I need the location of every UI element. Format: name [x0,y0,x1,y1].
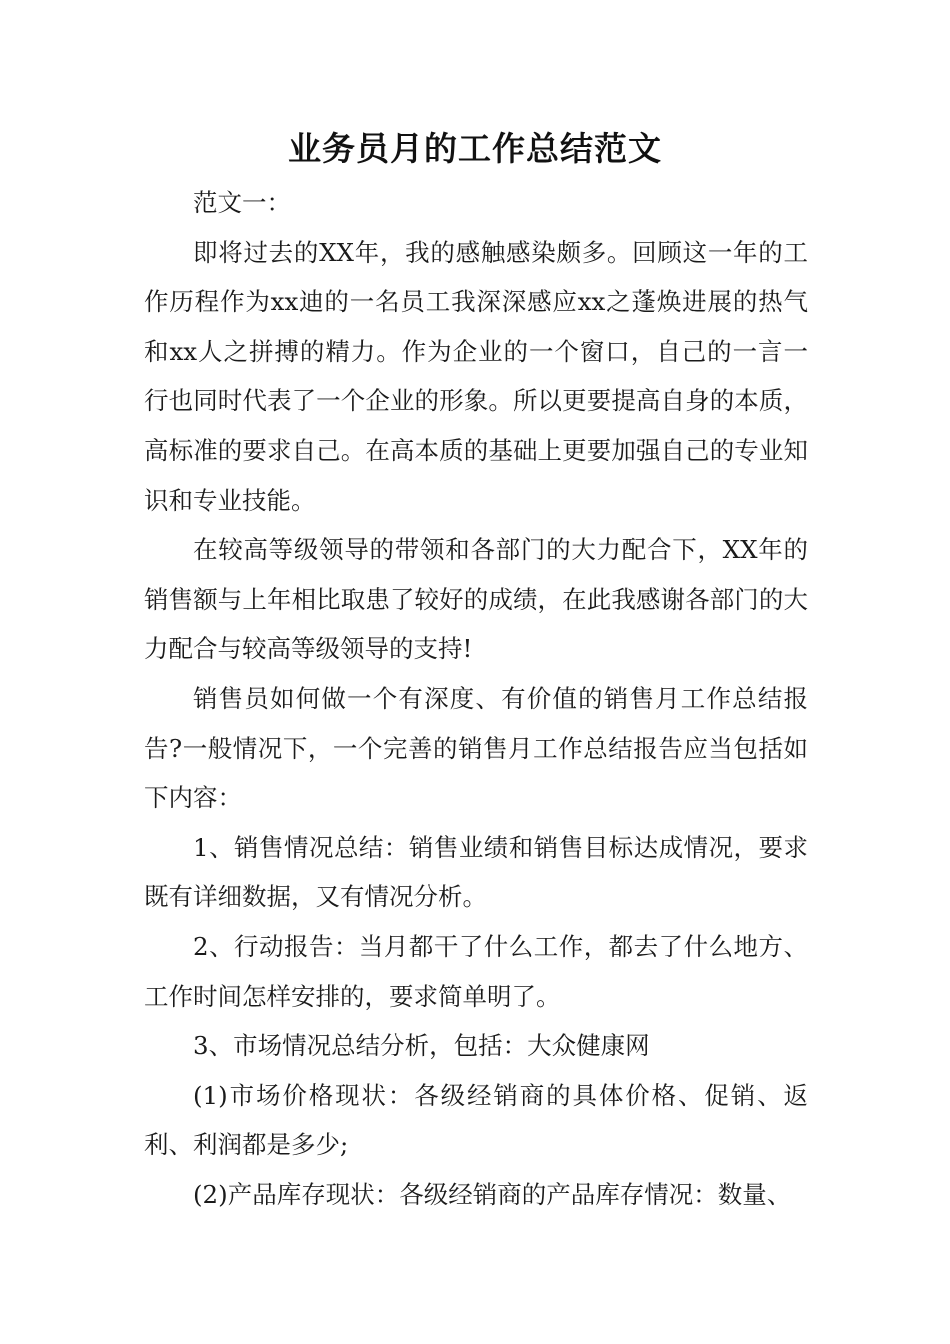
list-item-market-analysis: 3、市场情况总结分析，包括：大众健康网 [193,1031,650,1061]
page-title: 业务员月的工作总结范文 [288,129,662,168]
list-item-sales-summary: 1、销售情况总结：销售业绩和销售目标达成情况，要求既有详细数据，又有情况分析。 [144,832,808,912]
list-item-inventory: (2)产品库存现状：各级经销商的产品库存情况：数量、 [193,1179,792,1209]
paragraph-intro: 即将过去的XX年，我的感触感染颇多。回顾这一年的工作历程作为xx迪的一名员工我深深感应xx之蓬焕进展的热气和xx人之拼搏的精力。作为企业的一个窗口，自己的一言一行也同时代表了一个企业的形象。所以更要提高自身的本质，高标准的要求自己。在高本质的基础上更要加强自己的专业知识和专业技能。 [144,237,808,515]
paragraph-report-question: 销售员如何做一个有深度、有价值的销售月工作总结报告?一般情况下，一个完善的销售月工作总结报告应当包括如下内容： [144,683,808,813]
paragraph-thanks: 在较高等级领导的带领和各部门的大力配合下，XX年的销售额与上年相比取患了较好的成绩，在此我感谢各部门的大力配合与较高等级领导的支持! [144,535,808,664]
section-label: 范文一： [193,188,291,217]
list-item-action-report: 2、行动报告：当月都干了什么工作，都去了什么地方、工作时间怎样安排的，要求简单明了。 [144,931,808,1011]
document-body [144,178,808,1219]
list-item-market-price: (1)市场价格现状：各级经销商的具体价格、促销、返利、利润都是多少; [144,1080,808,1160]
